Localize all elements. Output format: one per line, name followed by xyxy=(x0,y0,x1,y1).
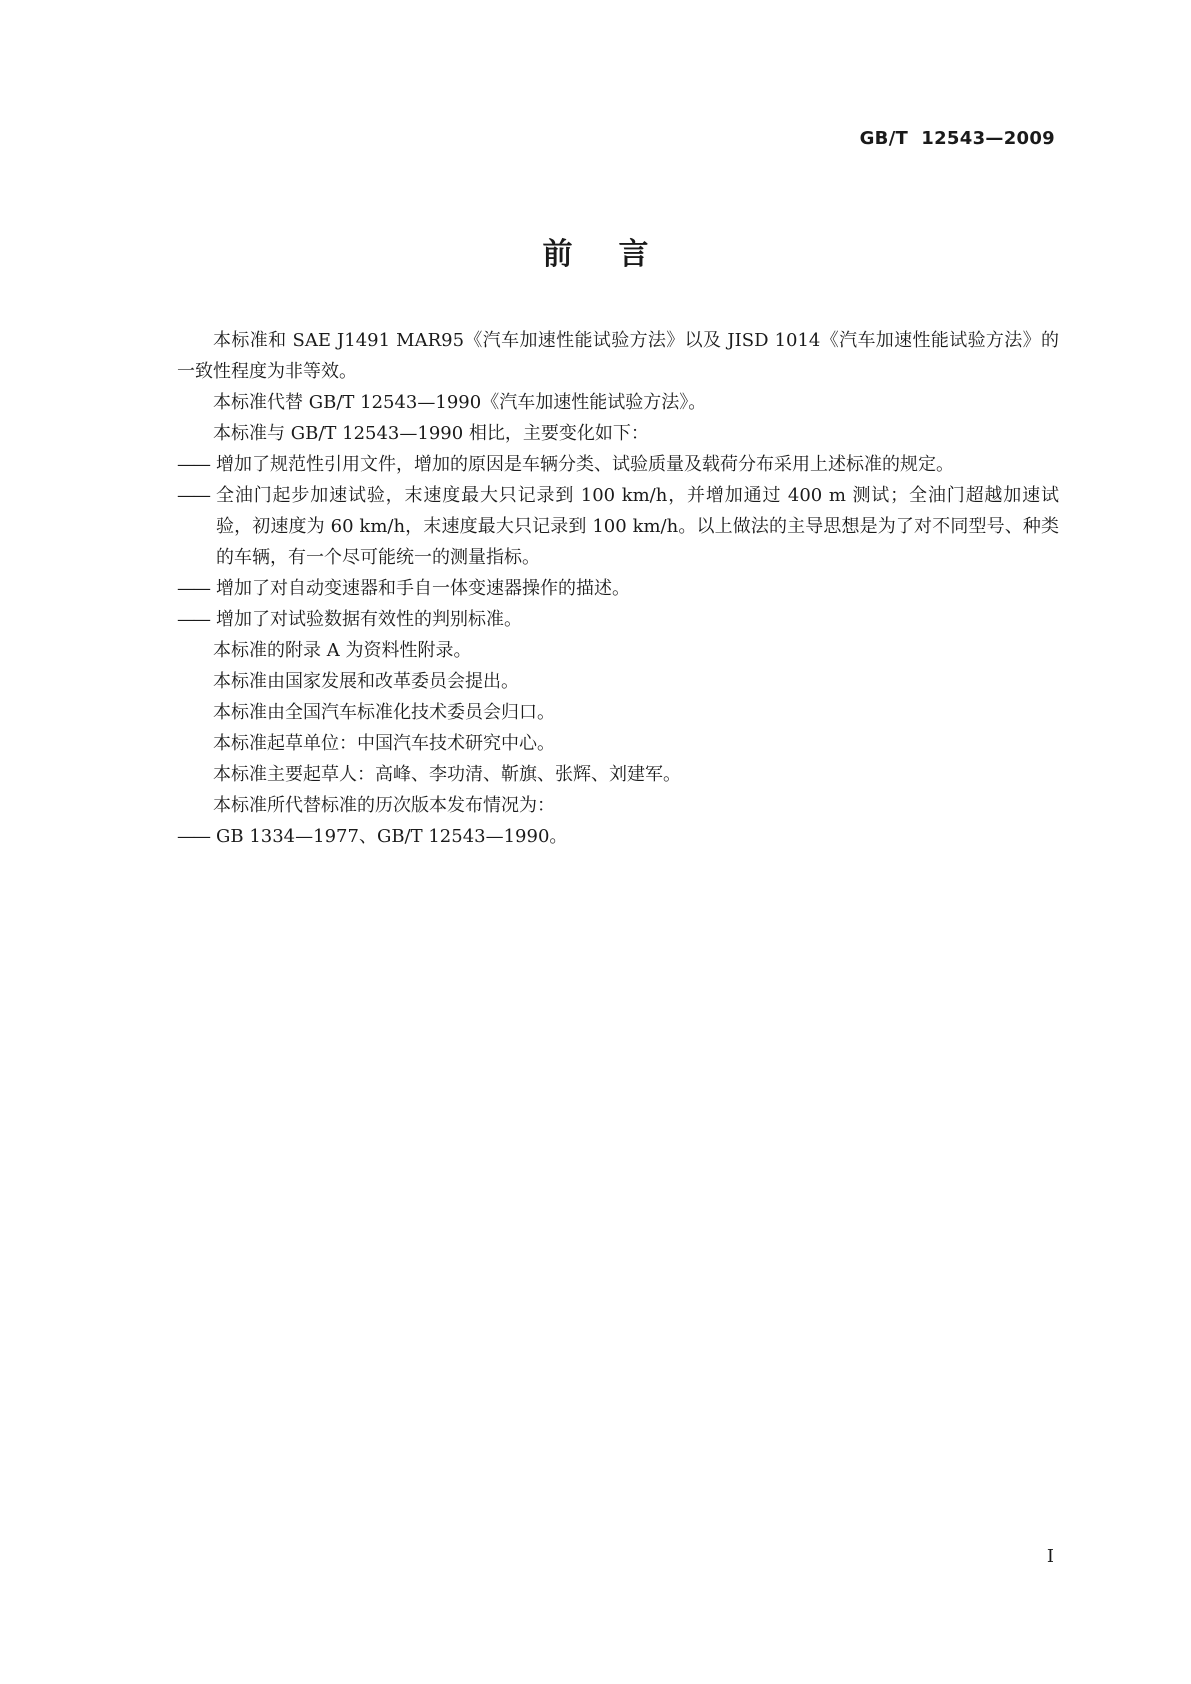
paragraph-replaces: 本标准代替 GB/T 12543—1990《汽车加速性能试验方法》。 xyxy=(213,392,707,413)
page-title: 前言 xyxy=(542,237,695,272)
standard-number: GB/T 12543—2009 xyxy=(859,128,1055,149)
statement-proposer: 本标准由国家发展和改革委员会提出。 xyxy=(213,671,519,692)
change-item-text: 全油门起步加速试验，末速度最大只记录到 100 km/h，并增加通过 400 m 测试；全油门超越加速试验，初速度为 60 km/h，末速度最大只记录到 100 km/h。以上做法的主导思想是为了对不同型号、种类的车辆，有一个尽可能统一的测量指标。 xyxy=(216,485,1059,568)
paragraph-consistency: 本标准和 SAE J1491 MAR95《汽车加速性能试验方法》以及 JISD 1014《汽车加速性能试验方法》的一致性程度为非等效。 xyxy=(177,330,1059,382)
page-number: I xyxy=(1046,1546,1054,1567)
dash-marker xyxy=(177,573,209,604)
change-item xyxy=(177,480,1059,573)
change-item xyxy=(177,604,1059,635)
document-body xyxy=(177,325,1059,852)
change-item xyxy=(177,449,1059,480)
dash-marker xyxy=(177,821,209,852)
history-item xyxy=(177,821,1059,852)
history-item-text: GB 1334—1977、GB/T 12543—1990。 xyxy=(216,826,568,847)
statement-drafters: 本标准主要起草人：高峰、李功清、靳旗、张辉、刘建军。 xyxy=(213,764,681,785)
dash-marker xyxy=(177,604,209,635)
change-item-text: 增加了对试验数据有效性的判别标准。 xyxy=(216,609,522,630)
change-item-text: 增加了对自动变速器和手自一体变速器操作的描述。 xyxy=(216,578,630,599)
statement-drafting-unit: 本标准起草单位：中国汽车技术研究中心。 xyxy=(213,733,555,754)
paragraph-changes-intro: 本标准与 GB/T 12543—1990 相比，主要变化如下： xyxy=(213,423,649,444)
statement-annex: 本标准的附录 A 为资料性附录。 xyxy=(213,640,472,661)
dash-marker xyxy=(177,480,209,511)
dash-marker xyxy=(177,449,209,480)
change-item-text: 增加了规范性引用文件，增加的原因是车辆分类、试验质量及载荷分布采用上述标准的规定。 xyxy=(216,454,954,475)
statement-history-intro: 本标准所代替标准的历次版本发布情况为： xyxy=(213,795,555,816)
statement-committee: 本标准由全国汽车标准化技术委员会归口。 xyxy=(213,702,555,723)
change-item xyxy=(177,573,1059,604)
